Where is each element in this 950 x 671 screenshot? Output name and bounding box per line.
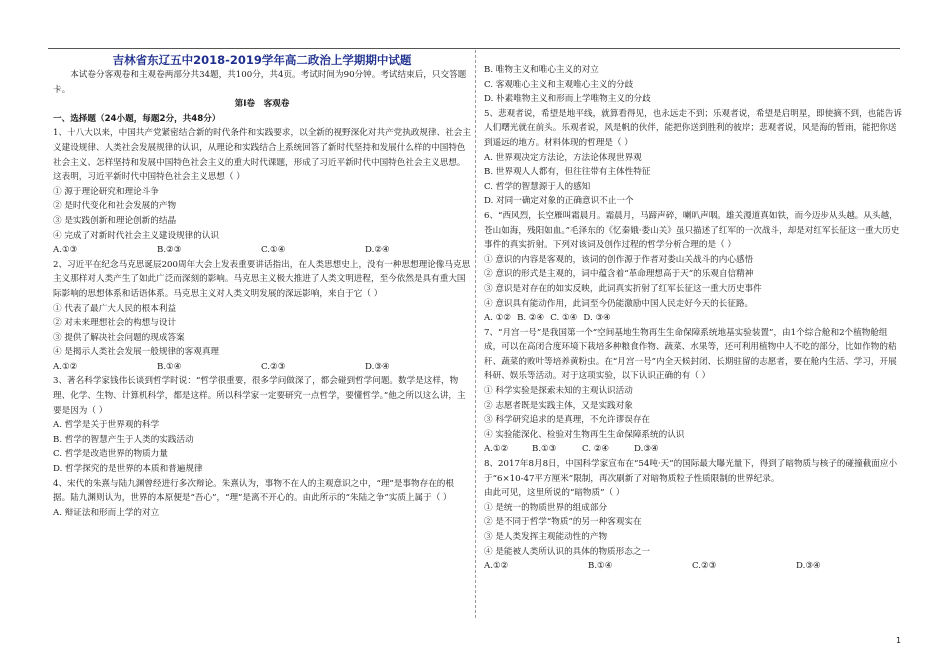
choice-b: B.②③ [157,245,182,256]
option-line: B. 哲学的智慧产生于人类的实践活动 [53,434,194,445]
choice-a: A.①③ [53,245,78,256]
choice-a: A. ①② [484,313,512,324]
choice-c: C.②③ [261,361,286,372]
option-line: ③ 科学研究追求的是真理，不允许谬误存在 [484,415,651,426]
choice-d: D. ③④ [583,313,611,324]
choice-b: B.①③ [532,444,557,455]
option-line: ④ 实验能深化、检验对生物再生生命保障系统的认识 [484,429,685,440]
answer-choices [53,360,471,375]
option-line: C. 哲学是改造世界的物质力量 [53,449,168,460]
choice-c: C.②③ [692,561,717,572]
question-stem: 1、十八大以来，中国共产党紧密结合新的时代条件和实践要求，以全新的视野深化对共产党执政规律、社会主义建设规律、人类社会发展规律的认识，从理论和实践结合上系统回答了新时代坚持和发展什么样的中国特色社会主义、怎样坚持和发展中国特色社会主义的重大时代课题，形成了习近平新时代中国特色社会主义思想。这表明，习近平新时代中国特色社会主义思想（ ） [53,128,471,183]
option-line: ④ 是能被人类所认识的具体的物质形态之一 [484,546,651,557]
choice-b: B. ②④ [517,313,545,324]
option-line: ④ 意识具有能动作用，此词至今仍能激励中国人民走好今天的长征路。 [484,298,754,309]
option-line: ② 是不同于哲学“物质”的另一种客观实在 [484,517,642,528]
question-stem: 7、“月宫一号”是我国第一个“空间基地生物再生生命保障系统地基实验装置”，由1个综合舱和2个植物舱组成，可以在高闭合度环境下栽培多种粮食作物、蔬菜、水果等，还可利用植物中人不吃的部分，比如作物的秸秆、蔬菜的败叶等培养黄粉虫。在“月宫一号”内全天候封闭、长期驻留的志愿者，要在舱内生活、学习，开展科研、娱乐等活动。对于这项实验，以下认识正确的有（ ） [484,327,897,382]
answer-choices [484,559,902,574]
choice-d: D.③④ [796,561,821,572]
choice-c: C.①④ [261,245,286,256]
option-line: ④ 是揭示人类社会发展一般规律的客观真理 [53,347,220,358]
option-line: ④ 完成了对新时代社会主义建设规律的认识 [53,230,220,241]
question-stem: 3、著名科学家钱伟长谈到哲学时说：“哲学很重要，很多学问做深了，都会碰到哲学问题。数学是这样，物理、化学、生物、计算机科学，都是这样。所以科学家一定要研究一点哲学，要懂哲学。”他之所以这么讲，主要是因为（ ） [53,376,466,416]
option-line: ③ 意识是对存在的如实反映，此词真实折射了红军长征这一重大历史事件 [484,283,762,294]
choice-c: C. ①④ [550,313,578,324]
choice-a: A.①② [53,361,78,372]
question-stem: 8、2017年8月8日，中国科学家宣布在“54吨·天”的国际最大曝光量下，得到了暗物质与核子的碰撞截面应小于“6×10-47平方厘米”限制，再次刷新了对暗物质粒子性质限制的世界纪录。 [484,459,898,484]
option-line: B. 世界观人人都有，但往往带有主体性特征 [484,167,651,178]
option-line: B. 唯物主义和唯心主义的对立 [484,65,599,75]
option-line: ② 是时代变化和社会发展的产物 [53,201,177,212]
option-line: ③ 是人类发挥主观能动性的产物 [484,532,608,542]
question-stem: 5、悲观者说，希望是地平线，就算看得见，也永远走不到；乐观者说，希望是启明星，即使摘不到，也能告诉人们曙光就在前头。乐观者说，风是帆的伙伴，能把你送到胜利的彼岸；悲观者说，风是海的暂雨，能把你送到遥远的地方。材料体现的哲理是（ ） [484,108,902,148]
answer-choices [484,442,902,457]
question-stem: 4、宋代的朱熹与陆九渊曾经进行多次辩论。朱熹认为，事物不在人的主观意识之中，“理”是事物存在的根据。陆九渊则认为，世界的本原便是“吾心”，“理”是离不开心的。由此所示的“朱陆之争”实质上属于（ ） [53,478,454,504]
choice-c: C. ②④ [582,444,610,455]
option-line: D. 对同一确定对象的正确意识不止一个 [484,196,634,207]
option-line: ① 是统一的物质世界的组成部分 [484,502,608,513]
exam-title: 吉林省东辽五中2018-2019学年高二政治上学期期中试题 [112,53,412,67]
page-number: 1 [896,636,902,645]
choice-b: B.①④ [588,561,613,572]
choice-d: D.③④ [634,444,659,455]
question-stem: 2、习近平在纪念马克思诞辰200周年大会上发表重要讲话指出，在人类思想史上，没有一种思想理论像马克思主义那样对人类产生了如此广泛而深刻的影响。马克思主义极大推进了人类文明进程，至今依然是具有重大国际影响的思想体系和话语体系。马克思主义对人类文明发展的深远影响，来自于它（ ） [53,259,471,299]
option-line: A. 世界观决定方法论，方法论体现世界观 [484,152,642,163]
option-line: ③ 提供了解决社会问题的现成答案 [53,332,185,343]
column-divider [475,50,476,618]
right-column [484,63,902,574]
option-line: C. 客观唯心主义和主观唯心主义的分歧 [484,79,634,90]
question-stem: 6、“西风烈，长空雁叫霜晨月。霜晨月，马蹄声碎，喇叭声咽。雄关漫道真如铁，而今迈步从头越。从头越，苍山如海，残阳如血。”毛泽东的《忆秦娥·娄山关》虽只描述了红军的一次战斗，却是对红军长征这一重大历史事件的真实折射。下列对该词及创作过程的哲学分析合理的是（ ） [484,210,900,251]
answer-choices [484,311,902,326]
choice-b: B.①④ [157,361,182,372]
choice-a: A.①② [484,561,509,572]
option-line: A. 辩证法和形而上学的对立 [53,507,160,518]
option-line: C. 哲学的智慧源于人的感知 [484,181,591,192]
answer-choices [53,243,471,258]
exam-intro: 本试卷分客观卷和主观卷两部分共34题，共100分，共4页。考试时间为90分钟。考试结束后，只交答题卡。 [53,70,467,95]
header-divider [48,48,900,49]
option-line: A. 哲学是关于世界观的科学 [53,420,160,431]
left-column [53,52,471,520]
option-line: ② 志愿者既是实践主体，又是实践对象 [484,400,633,411]
section-title: 一、选择题（24小题，每题2分，共48分） [53,113,221,124]
option-line: ② 对未来理想社会的构想与设计 [53,318,177,329]
option-line: ① 代表了最广大人民的根本利益 [53,303,177,314]
choice-a: A.①② [484,444,509,455]
option-line: ① 科学实验是探索未知的主观认识活动 [484,386,633,397]
option-line: ② 意识的形式是主观的，词中蕴含着“革命理想高于天”的乐观自信精神 [484,269,754,280]
option-line: ③ 是实践创新和理论创新的结晶 [53,215,177,226]
choice-d: D.②④ [365,245,390,256]
option-line: ① 意识的内容是客观的，该词的创作源于作者对娄山关战斗的内心感悟 [484,254,754,265]
option-line: ① 源于理论研究和理论斗争 [53,186,159,197]
option-line: D. 朴素唯物主义和形而上学唯物主义的分歧 [484,94,651,105]
choice-d: D.③④ [365,361,390,372]
part-title: 第Ⅰ卷 客观卷 [234,99,290,110]
question-prompt: 由此可见，这里所说的“暗物质”（ ） [484,488,625,499]
option-line: D. 哲学探究的是世界的本质和普遍规律 [53,464,203,475]
